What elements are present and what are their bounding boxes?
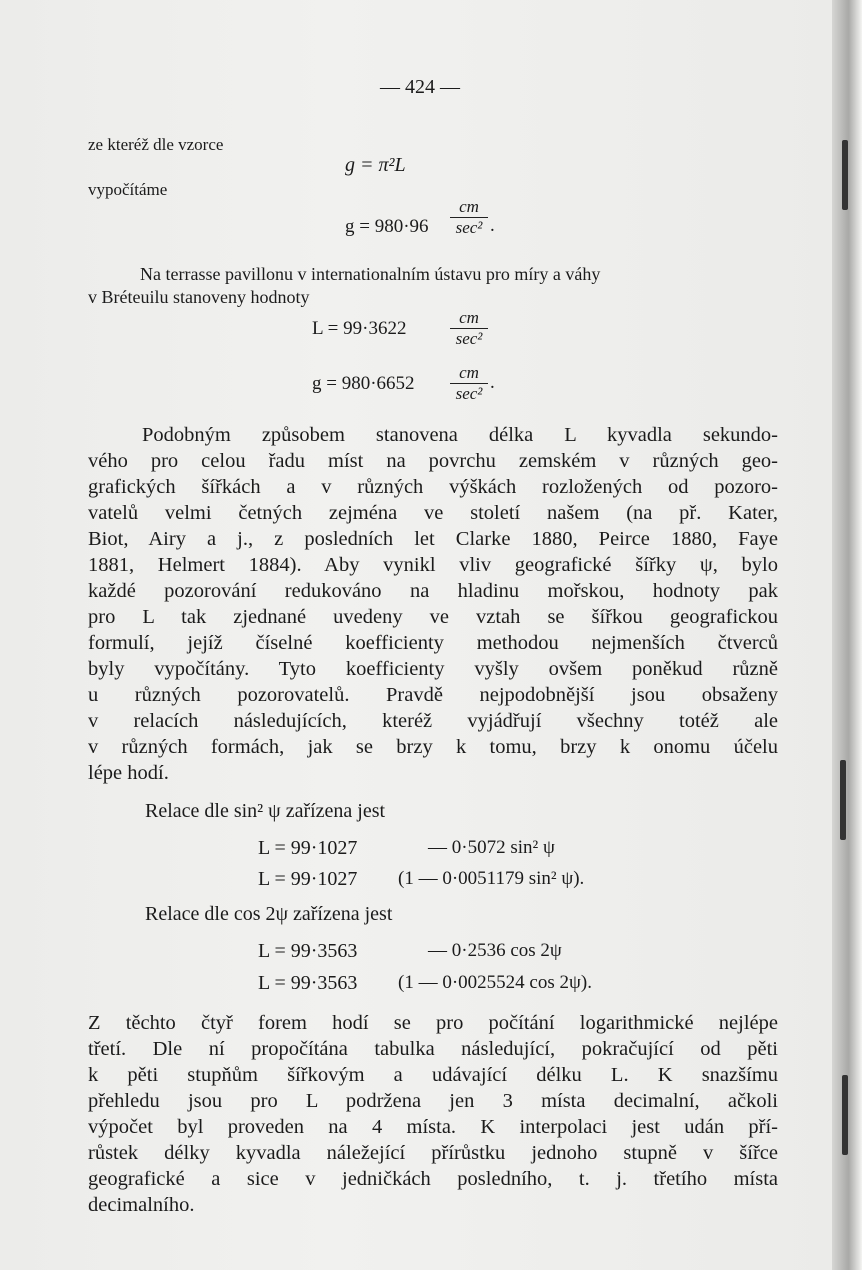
terrasse-line: Na terrasse pavillonu v internationalním ústavu pro míry a váhy — [140, 264, 601, 284]
formula-period: . — [490, 372, 495, 393]
unit-denominator: sec² — [455, 384, 483, 403]
paragraph-line: vatelů velmi četných zejména ve století našem (na př. Kater, — [88, 502, 778, 524]
terrasse-line: v Bréteuilu stanoveny hodnoty — [88, 287, 310, 307]
unit-numerator: cm — [459, 197, 479, 216]
paragraph-line: třetí. Dle ní propočítána tabulka následující, pokračující od pěti — [88, 1038, 778, 1060]
unit-numerator: cm — [459, 363, 479, 382]
relace-heading: Relace dle sin² ψ zařízena jest — [145, 800, 386, 822]
paragraph-line: Biot, Airy a j., z posledních let Clarke 1880, Peirce 1880, Faye — [88, 528, 778, 550]
formula-L-value: L = 99·3622 — [312, 318, 407, 339]
paragraph-line: každé pozorování redukováno na hladinu mořskou, hodnoty pak — [88, 580, 778, 602]
unit-fraction — [450, 198, 488, 237]
paragraph-line: formulí, jejíž číselné koefficienty methodou nejmenších čtverců — [88, 632, 778, 654]
formula-period: . — [490, 215, 495, 236]
paragraph-line: pro L tak zjednané uvedeny ve vztah se šířkou geografickou — [88, 606, 778, 628]
paragraph-line: v relacích následujících, kteréž vyjádřují všechny totéž ale — [88, 710, 778, 732]
paragraph-line: přehledu jsou pro L podržena jen 3 místa decimalní, ačkoli — [88, 1090, 778, 1112]
unit-fraction — [450, 309, 488, 348]
formula-g-value: g = 980·6652 — [312, 373, 415, 394]
paragraph-line: růstek délky kyvadla náležející přírůstku jednoho stupně v šířce — [88, 1142, 778, 1164]
paragraph-line: lépe hodí. — [88, 762, 169, 784]
paragraph-line: u různých pozorovatelů. Pravdě nejpodobnější jsou obsaženy — [88, 684, 778, 706]
unit-denominator: sec² — [455, 218, 483, 237]
equation-lhs: L = 99·3563 — [258, 940, 358, 962]
paragraph-line: vého pro celou řadu míst na povrchu zemském v různých geo- — [88, 450, 778, 472]
equation-rhs: (1 — 0·0051179 sin² ψ). — [398, 868, 585, 889]
intro-line: vypočítáme — [88, 180, 168, 199]
equation-rhs: (1 — 0·0025524 cos 2ψ). — [398, 972, 592, 993]
formula-g-pi-L: g = π²L — [345, 154, 406, 176]
paragraph-line: Z těchto čtyř forem hodí se pro počítání logarithmické nejlépe — [88, 1012, 778, 1034]
paragraph-line: byly vypočítány. Tyto koefficienty vyšly ovšem poněkud různě — [88, 658, 778, 680]
equation-lhs: L = 99·3563 — [258, 972, 358, 994]
unit-fraction — [450, 364, 488, 403]
relace-heading: Relace dle cos 2ψ zařízena jest — [145, 903, 393, 925]
equation-rhs: — 0·2536 cos 2ψ — [428, 940, 562, 961]
paragraph-line: výpočet byl proveden na 4 místa. K interpolaci jest udán pří- — [88, 1116, 778, 1138]
binding-mark — [842, 140, 848, 210]
paragraph-line: Podobným způsobem stanovena délka L kyvadla sekundo- — [142, 424, 778, 446]
paragraph-line: decimalního. — [88, 1194, 195, 1216]
paragraph-line: grafických šířkách a v různých výškách rozložených od pozoro- — [88, 476, 778, 498]
binding-mark — [842, 1075, 848, 1155]
page-number: — 424 — — [380, 76, 460, 98]
intro-line: ze kteréž dle vzorce — [88, 135, 224, 154]
unit-denominator: sec² — [455, 329, 483, 348]
equation-lhs: L = 99·1027 — [258, 837, 358, 859]
binding-mark — [840, 760, 846, 840]
equation-lhs: L = 99·1027 — [258, 868, 358, 890]
formula-g-value: g = 980·96 — [345, 216, 429, 237]
paragraph-line: geografické a sice v jedničkách posledního, t. j. třetího místa — [88, 1168, 778, 1190]
paragraph-line: v různých formách, jak se brzy k tomu, brzy k onomu účelu — [88, 736, 778, 758]
paragraph-line: 1881, Helmert 1884). Aby vynikl vliv geografické šířky ψ, bylo — [88, 554, 778, 576]
equation-rhs: — 0·5072 sin² ψ — [428, 837, 555, 858]
paragraph-line: k pěti stupňům šířkovým a udávající délku L. K snazšímu — [88, 1064, 778, 1086]
unit-numerator: cm — [459, 308, 479, 327]
